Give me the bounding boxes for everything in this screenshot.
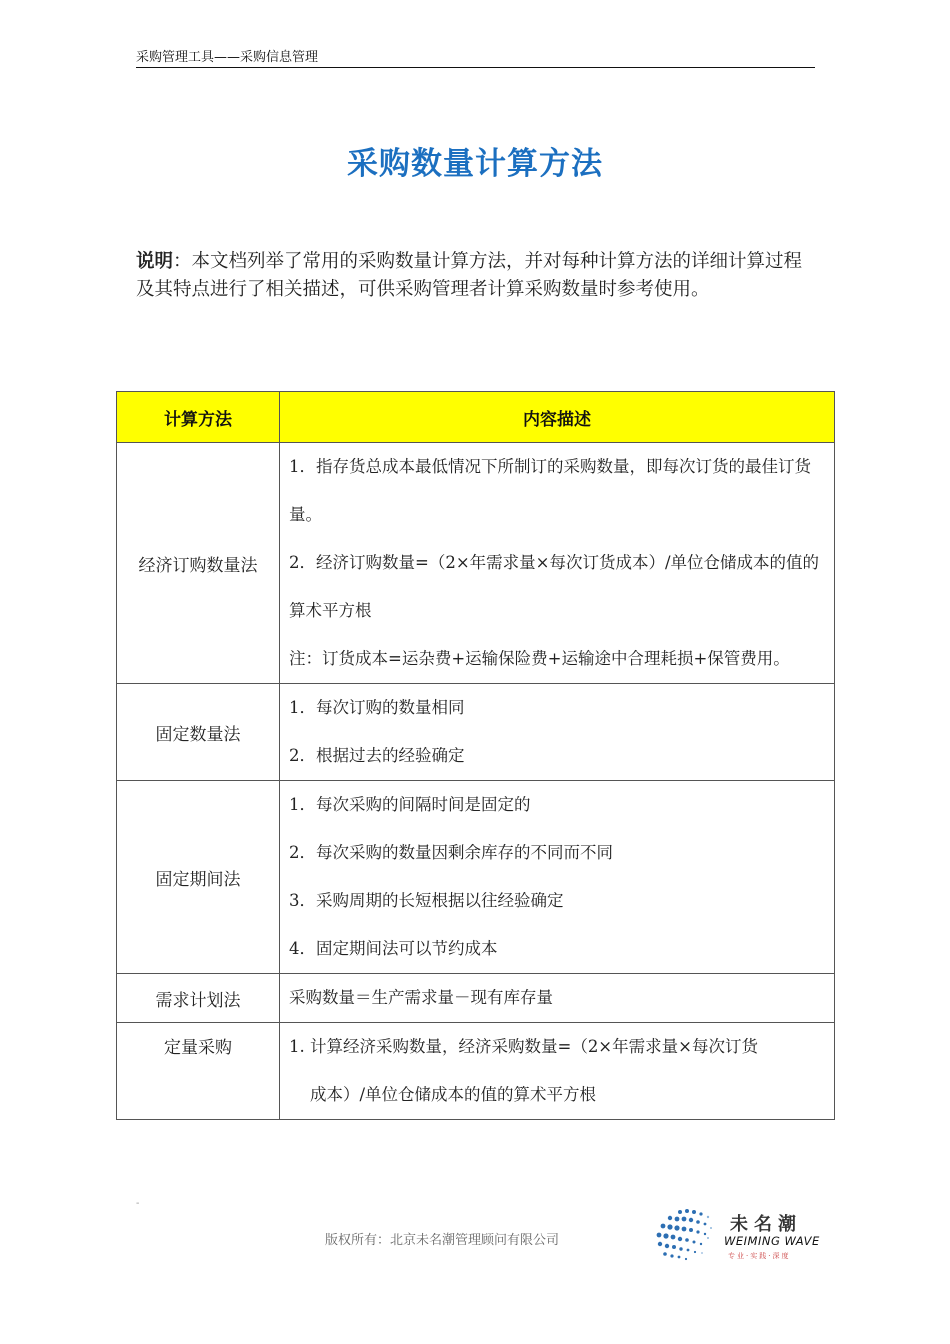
company-logo <box>650 1202 820 1272</box>
methods-table <box>116 391 835 1120</box>
description-line: 2．每次采购的数量因剩余库存的不同而不同 <box>289 843 613 862</box>
logo-tagline: 专业·实践·深度 <box>728 1252 791 1260</box>
description-line: 1．每次采购的间隔时间是固定的 <box>289 795 531 814</box>
method-description <box>280 781 835 974</box>
method-name: 固定数量法 <box>117 684 280 781</box>
intro-label: 说明 <box>136 251 174 272</box>
intro-text: ：本文档列举了常用的采购数量计算方法，并对每种计算方法的详细计算过程及其特点进行了相关描述，可供采购管理者计算采购数量时参考使用。 <box>136 251 803 300</box>
description-line: 4．固定期间法可以节约成本 <box>289 939 498 958</box>
table-row <box>117 443 835 684</box>
table-row <box>117 1023 835 1120</box>
method-description <box>280 443 835 684</box>
method-name: 定量采购 <box>117 1023 280 1120</box>
table-row <box>117 781 835 974</box>
description-line: 2．经济订购数量=（2×年需求量×每次订货成本）/单位仓储成本的值的算术平方根 <box>289 553 820 620</box>
header-method: 计算方法 <box>117 392 280 443</box>
description-line: 1．每次订购的数量相同 <box>289 698 465 717</box>
method-name: 经济订购数量法 <box>117 443 280 684</box>
description-line: 1. 计算经济采购数量，经济采购数量=（2×年需求量×每次订货 <box>289 1037 758 1056</box>
footer-marker: - <box>136 1198 140 1209</box>
description-line: 3．采购周期的长短根据以往经验确定 <box>289 891 564 910</box>
description-line: 成本）/单位仓储成本的值的算术平方根 <box>310 1085 597 1104</box>
method-description <box>280 1023 835 1120</box>
table-row <box>117 974 835 1023</box>
method-name: 固定期间法 <box>117 781 280 974</box>
wave-logo-icon <box>650 1202 722 1266</box>
description-line: 注：订货成本=运杂费+运输保险费+运输途中合理耗损+保管费用。 <box>289 649 790 668</box>
page-header: 采购管理工具——采购信息管理 <box>136 46 815 68</box>
intro-paragraph <box>136 248 816 304</box>
description-line: 1．指存货总成本最低情况下所制订的采购数量，即每次订货的最佳订货量。 <box>289 457 811 524</box>
method-description <box>280 684 835 781</box>
table-row <box>117 684 835 781</box>
page-title: 采购数量计算方法 <box>347 146 603 182</box>
description-line: 采购数量＝生产需求量－现有库存量 <box>289 988 553 1007</box>
copyright-text: 版权所有：北京未名潮管理顾问有限公司 <box>324 1233 559 1248</box>
table-header-row <box>117 392 835 443</box>
logo-chinese-name: 未名潮 <box>730 1214 802 1235</box>
description-line: 2．根据过去的经验确定 <box>289 746 465 765</box>
method-description <box>280 974 835 1023</box>
header-description: 内容描述 <box>280 392 835 443</box>
logo-english-name: WEIMING WAVE <box>724 1234 820 1248</box>
method-name: 需求计划法 <box>117 974 280 1023</box>
